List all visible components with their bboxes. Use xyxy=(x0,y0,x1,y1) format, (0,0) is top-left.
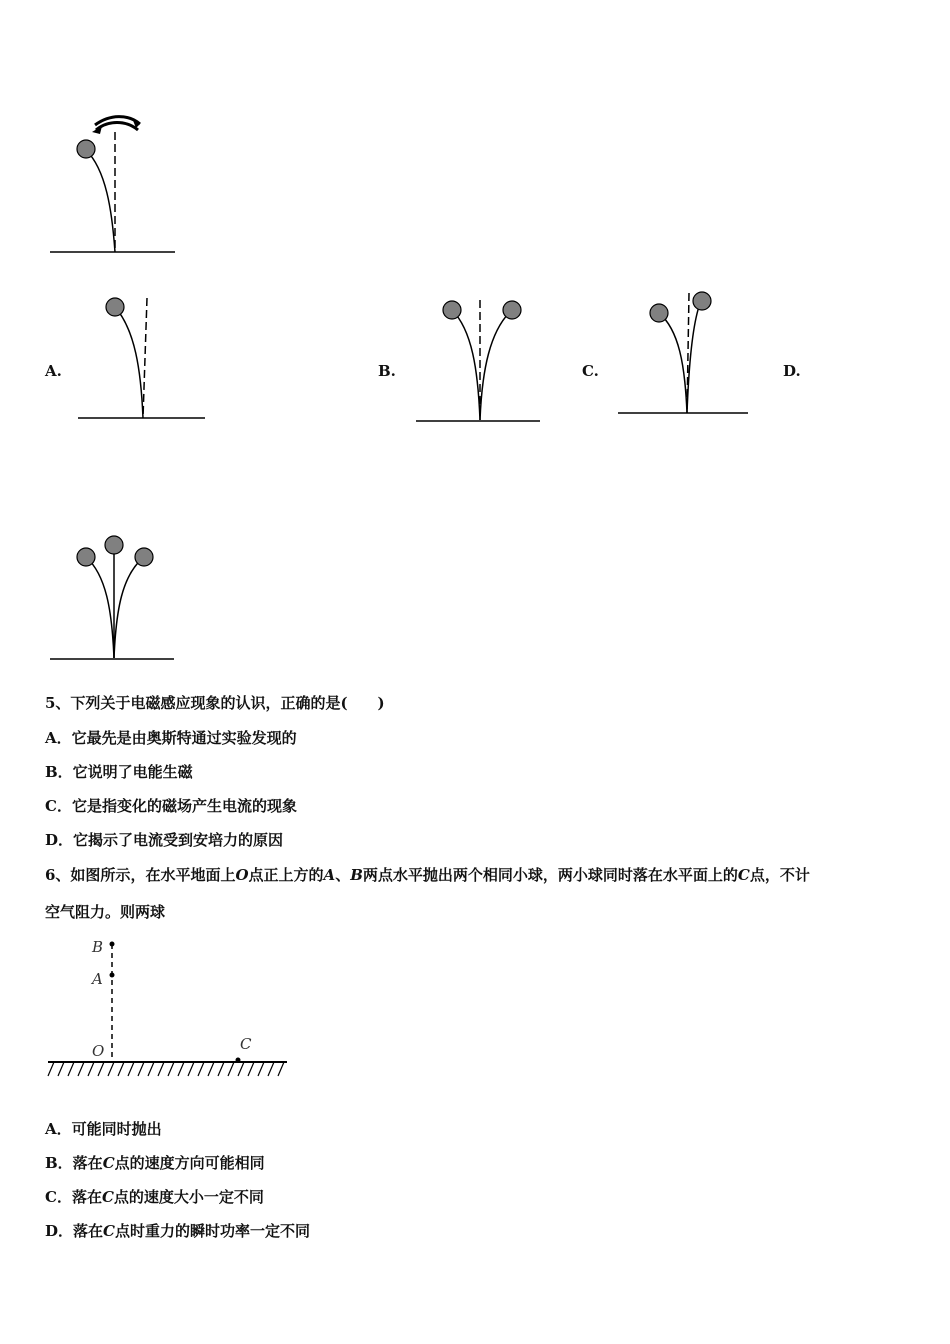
figure-option-d xyxy=(40,530,190,665)
ball-right xyxy=(693,292,711,310)
option-c-label: C. xyxy=(582,362,599,380)
option-b-label: B. xyxy=(378,362,396,380)
q6-var-b: B xyxy=(350,866,363,884)
q6-var-a: A xyxy=(323,866,336,884)
figure-question-plant xyxy=(40,100,190,260)
q6-stem-part2: 点正上方的 xyxy=(248,866,324,884)
ball-left xyxy=(77,548,95,566)
ball-left xyxy=(650,304,668,322)
q6-stem-part3: 两点水平抛出两个相同小球，两小球同时落在水平面上的 xyxy=(362,866,738,884)
stem-curve xyxy=(115,307,143,418)
stem-curve-left xyxy=(452,310,480,420)
q6-option-c-post: 点的速度大小一定不同 xyxy=(113,1188,264,1206)
q6-option-b-post: 点的速度方向可能相同 xyxy=(114,1154,265,1172)
q6-var-o: O xyxy=(235,866,249,884)
q6-stem-part4: 点，不计 xyxy=(749,866,810,884)
q6-option-d-var: C xyxy=(103,1222,115,1240)
label-b: B xyxy=(92,938,104,956)
point-b xyxy=(110,942,115,947)
stem-curve xyxy=(86,150,115,252)
ground-hatching xyxy=(48,1062,284,1076)
q5-option-c: C．它是指变化的磁场产生电流的现象 xyxy=(45,797,297,815)
q6-option-c-var: C xyxy=(101,1188,114,1206)
ball-right xyxy=(503,301,521,319)
q6-stem-line2: 空气阻力。则两球 xyxy=(45,903,166,921)
q6-option-a: A．可能同时抛出 xyxy=(45,1120,162,1138)
q6-option-c-pre: C．落在 xyxy=(45,1188,102,1206)
vertical-dashed-line xyxy=(143,298,147,418)
arrow-curve-left xyxy=(96,123,138,131)
q6-option-d xyxy=(45,1221,310,1241)
point-a xyxy=(110,973,115,978)
q6-option-b-var: C xyxy=(102,1154,115,1172)
figure-q6-projectile xyxy=(40,935,300,1085)
q6-stem-part1: 6、如图所示，在水平地面上 xyxy=(45,866,236,884)
q6-var-c: C xyxy=(737,866,750,884)
figure-option-a xyxy=(75,290,210,425)
figure-option-b xyxy=(412,290,547,430)
q6-option-b-pre: B．落在 xyxy=(45,1154,103,1172)
stem-curve-right xyxy=(114,557,144,658)
ball-center xyxy=(105,536,123,554)
ball xyxy=(77,140,95,158)
arrow-head-left-icon xyxy=(92,126,102,134)
q6-option-b xyxy=(45,1153,265,1173)
label-o: O xyxy=(92,1042,105,1060)
ball-left xyxy=(443,301,461,319)
q5-option-a: A．它最先是由奥斯特通过实验发现的 xyxy=(45,729,297,747)
option-d-label: D. xyxy=(783,362,801,380)
stem-curve-left xyxy=(659,313,687,413)
q6-option-c xyxy=(45,1187,264,1207)
figure-option-c xyxy=(615,285,755,420)
stem-curve-left xyxy=(86,557,114,658)
q6-option-d-pre: D．落在 xyxy=(45,1222,104,1240)
ball-right xyxy=(135,548,153,566)
label-a: A xyxy=(92,970,103,988)
q5-stem: 5、下列关于电磁感应现象的认识，正确的是( ) xyxy=(45,694,385,712)
label-c: C xyxy=(240,1035,252,1053)
option-a-label: A. xyxy=(45,362,62,380)
ball xyxy=(106,298,124,316)
q5-option-d: D．它揭示了电流受到安培力的原因 xyxy=(45,831,284,849)
q6-stem-line1 xyxy=(45,865,810,885)
q6-sep: 、 xyxy=(335,866,351,884)
q5-option-b: B．它说明了电能生磁 xyxy=(45,763,193,781)
stem-curve-right xyxy=(480,310,512,420)
q6-option-d-post: 点时重力的瞬时功率一定不同 xyxy=(114,1222,310,1240)
